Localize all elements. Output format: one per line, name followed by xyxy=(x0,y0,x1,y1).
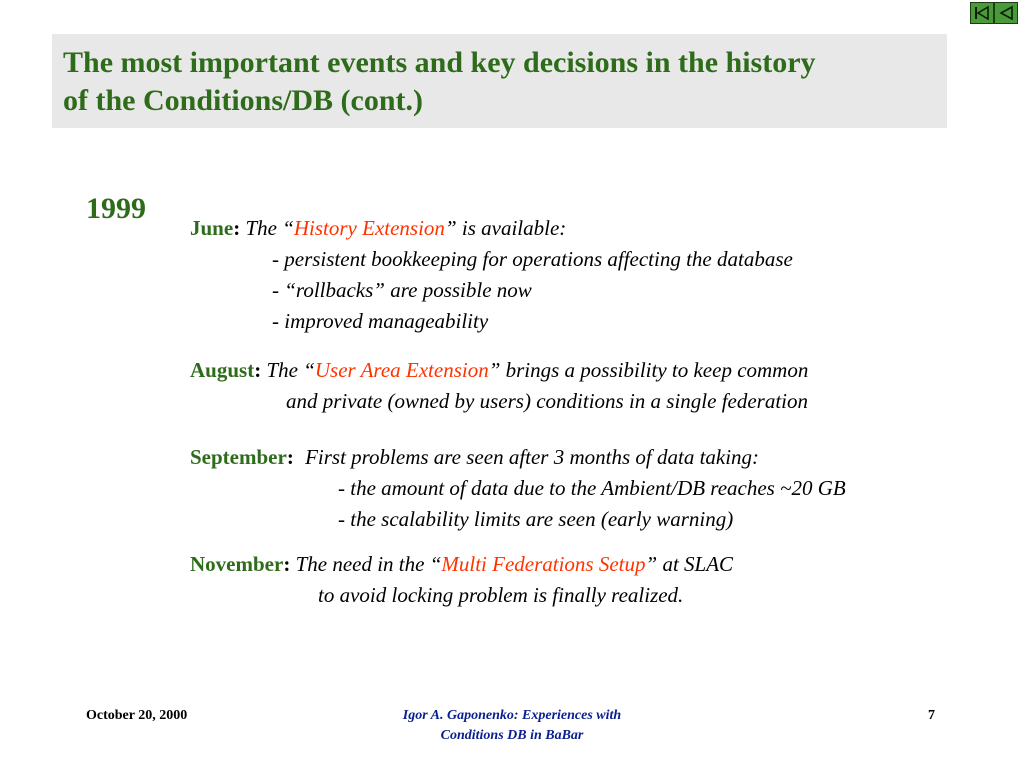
august-label: August xyxy=(190,358,255,382)
june-pre: The “ xyxy=(245,216,294,240)
june-highlight: History Extension xyxy=(293,216,445,240)
august-colon: : xyxy=(254,358,262,382)
november-line-2: to avoid locking problem is finally realized. xyxy=(318,583,684,607)
year-heading: 1999 xyxy=(86,192,146,225)
previous-slide-icon xyxy=(997,5,1015,21)
first-slide-icon xyxy=(973,5,991,21)
september-text: First problems are seen after 3 months of data taking: xyxy=(305,445,760,469)
june-item-1: - persistent bookkeeping for operations affecting the database xyxy=(272,247,793,271)
september-label: September xyxy=(190,445,287,469)
june-item-2: - “rollbacks” are possible now xyxy=(272,278,532,302)
slide-navigation xyxy=(970,2,1018,24)
september-item-2: - the scalability limits are seen (early warning) xyxy=(338,507,734,531)
title-line-1: The most important events and key decisions in the history xyxy=(63,46,816,79)
august-pre: The “ xyxy=(266,358,315,382)
november-event xyxy=(190,549,733,580)
november-label: November xyxy=(190,552,284,576)
september-item-1: - the amount of data due to the Ambient/DB reaches ~20 GB xyxy=(338,476,846,500)
title-box xyxy=(52,34,947,128)
august-highlight: User Area Extension xyxy=(314,358,489,382)
previous-slide-button[interactable] xyxy=(994,2,1018,24)
november-colon: : xyxy=(283,552,291,576)
june-event xyxy=(190,213,566,244)
footer-author-line-2: Conditions DB in BaBar xyxy=(440,728,584,743)
august-line-2: and private (owned by users) conditions in a single federation xyxy=(286,389,809,413)
slide-title xyxy=(63,44,937,120)
november-highlight: Multi Federations Setup xyxy=(441,552,646,576)
footer-date: October 20, 2000 xyxy=(86,708,188,723)
page-number: 7 xyxy=(928,708,935,723)
title-line-2: of the Conditions/DB (cont.) xyxy=(63,84,424,117)
june-item-3: - improved manageability xyxy=(272,309,489,333)
august-post: ” brings a possibility to keep common xyxy=(488,358,809,382)
footer-author xyxy=(352,706,672,746)
september-event xyxy=(190,442,759,473)
footer-author-line-1: Igor A. Gaponenko: Experiences with xyxy=(402,708,622,723)
first-slide-button[interactable] xyxy=(970,2,994,24)
november-pre: The need in the “ xyxy=(295,552,442,576)
june-post: ” is available: xyxy=(444,216,567,240)
november-post: ” at SLAC xyxy=(645,552,734,576)
june-label: June xyxy=(190,216,234,240)
june-colon: : xyxy=(233,216,241,240)
september-colon: : xyxy=(286,445,294,469)
august-event xyxy=(190,355,808,386)
